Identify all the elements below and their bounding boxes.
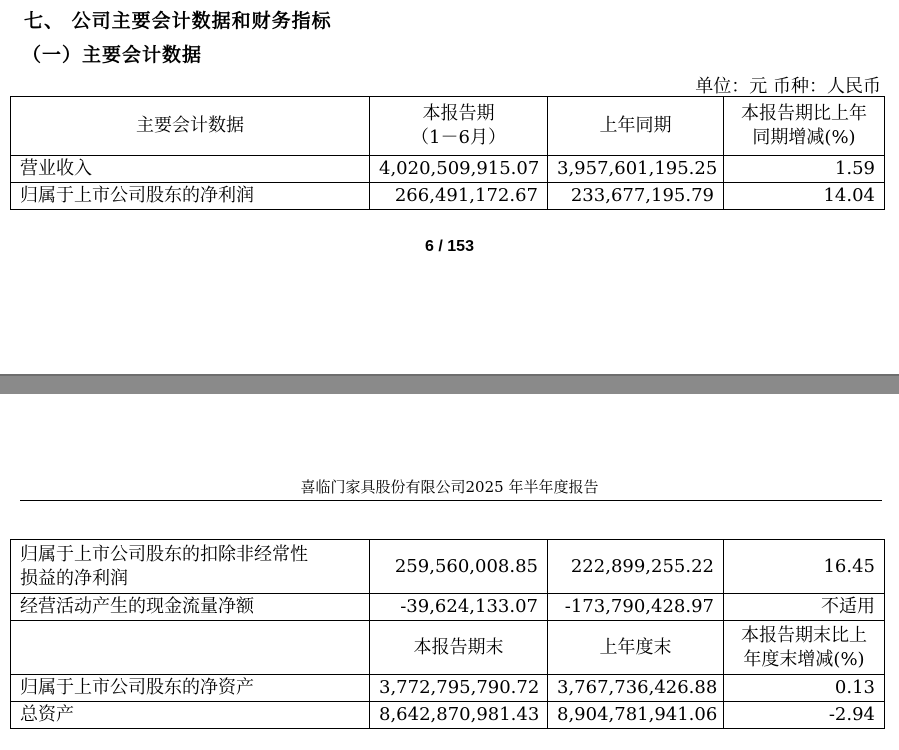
row-label: 归属于上市公司股东的净资产 xyxy=(11,675,370,702)
row-prior: -173,790,428.97 xyxy=(548,594,724,621)
table-row xyxy=(11,156,885,183)
row-change: 0.13 xyxy=(724,675,885,702)
running-page-header: 喜临门家具股份有限公司2025 年半年度报告 xyxy=(300,478,599,496)
row-prior: 222,899,255.22 xyxy=(548,540,724,594)
page-break-divider xyxy=(0,374,899,394)
subheader-period-end: 本报告期末 xyxy=(370,621,548,675)
row-label: 归属于上市公司股东的净利润 xyxy=(11,183,370,210)
subheader-blank xyxy=(11,621,370,675)
header-current-period-line1: 本报告期 xyxy=(422,103,495,124)
subheader-prior-year-end: 上年度末 xyxy=(548,621,724,675)
row-current: 266,491,172.67 xyxy=(370,183,548,210)
row-label-line1: 归属于上市公司股东的扣除非经常性 xyxy=(20,543,308,565)
row-change: 1.59 xyxy=(724,156,885,183)
row-label: 营业收入 xyxy=(11,156,370,183)
subheader-change-line2: 年度末增减(%) xyxy=(743,648,865,670)
row-prior: 3,957,601,195.25 xyxy=(548,156,724,183)
row-prior: 3,767,736,426.88 xyxy=(548,675,724,702)
unit-currency-line: 单位：元 币种：人民币 xyxy=(695,76,881,97)
row-label-line2: 损益的净利润 xyxy=(20,567,128,589)
table-header-row xyxy=(11,97,885,156)
header-change-line2: 同期增减(%) xyxy=(752,127,856,148)
table-subheader-row xyxy=(11,621,885,675)
header-rule xyxy=(20,500,882,501)
subheader-change xyxy=(724,621,885,675)
row-change: 16.45 xyxy=(724,540,885,594)
accounting-data-table-bottom xyxy=(10,539,885,729)
row-current: -39,624,133.07 xyxy=(370,594,548,621)
accounting-data-table-top xyxy=(10,96,885,210)
table-row xyxy=(11,702,885,729)
row-change: -2.94 xyxy=(724,702,885,729)
table-row xyxy=(11,183,885,210)
row-label: 总资产 xyxy=(11,702,370,729)
table-row xyxy=(11,540,885,594)
header-main-data: 主要会计数据 xyxy=(11,97,370,156)
subheader-change-line1: 本报告期末比上 xyxy=(741,624,867,646)
row-prior: 8,904,781,941.06 xyxy=(548,702,724,729)
row-current: 3,772,795,790.72 xyxy=(370,675,548,702)
page-number: 6 / 153 xyxy=(425,238,474,255)
row-current: 8,642,870,981.43 xyxy=(370,702,548,729)
subsection-title: （一）主要会计数据 xyxy=(22,44,203,66)
row-label: 经营活动产生的现金流量净额 xyxy=(11,594,370,621)
header-change xyxy=(724,97,885,156)
section-title: 七、 公司主要会计数据和财务指标 xyxy=(24,10,332,32)
row-label xyxy=(11,540,370,594)
row-change: 不适用 xyxy=(724,594,885,621)
header-prior-period: 上年同期 xyxy=(548,97,724,156)
table-row xyxy=(11,675,885,702)
table-row xyxy=(11,594,885,621)
row-current: 4,020,509,915.07 xyxy=(370,156,548,183)
header-current-period xyxy=(370,97,548,156)
row-current: 259,560,008.85 xyxy=(370,540,548,594)
header-change-line1: 本报告期比上年 xyxy=(741,103,867,124)
header-current-period-line2: （1－6月） xyxy=(411,127,506,148)
row-change: 14.04 xyxy=(724,183,885,210)
row-prior: 233,677,195.79 xyxy=(548,183,724,210)
